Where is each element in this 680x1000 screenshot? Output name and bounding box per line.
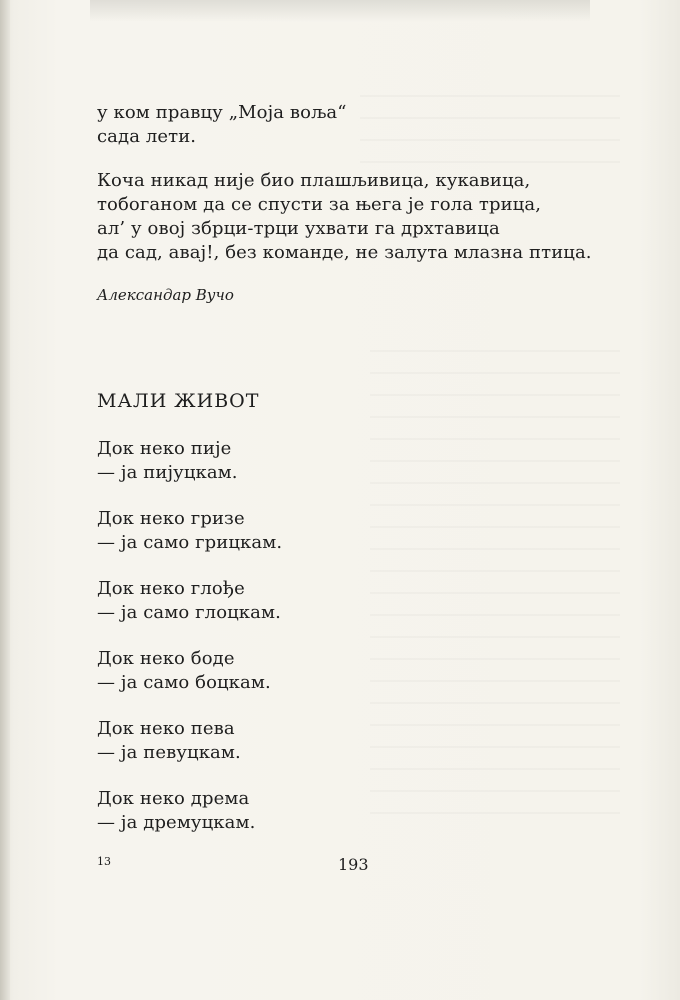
author-name: Александар Вучо <box>97 286 234 304</box>
book-spine-shadow <box>0 0 10 1000</box>
poem-line: Док неко боде <box>97 648 235 669</box>
poem-line: — ја дремуцкам. <box>97 812 256 833</box>
poem-line: Коча никад није био плашљивица, кукавица, <box>97 170 531 191</box>
poem-line: тобоганом да се спусти за њега је гола трица, <box>97 194 542 215</box>
poem-line: Док неко гризе <box>97 508 245 529</box>
poem-line: ал’ у овој збрци-трци ухвати га дрхтавица <box>97 218 500 239</box>
poem-line: — ја само боцкам. <box>97 672 271 693</box>
poem-line: сада лети. <box>97 126 197 147</box>
show-through-block-1 <box>360 95 620 175</box>
poem-line: — ја пијуцкам. <box>97 462 238 483</box>
poem-line: — ја певуцкам. <box>97 742 241 763</box>
poem-line: — ја само грицкам. <box>97 532 283 553</box>
page-number: 193 <box>338 855 369 874</box>
poem-line: Док неко глође <box>97 578 245 599</box>
poem-line: Док неко пева <box>97 718 235 739</box>
poem-line: — ја само глоцкам. <box>97 602 281 623</box>
poem-line: Док неко пије <box>97 438 232 459</box>
show-through-block-2 <box>370 350 620 830</box>
poem-line: у ком правцу „Моја воља“ <box>97 102 347 123</box>
signature-mark: 13 <box>97 855 111 868</box>
top-edge-shadow <box>90 0 590 22</box>
poem-line: Док неко дрема <box>97 788 250 809</box>
poem-line: да сад, авај!, без команде, не залута млазна птица. <box>97 242 592 263</box>
poem-title: МАЛИ ЖИВОТ <box>97 390 260 412</box>
